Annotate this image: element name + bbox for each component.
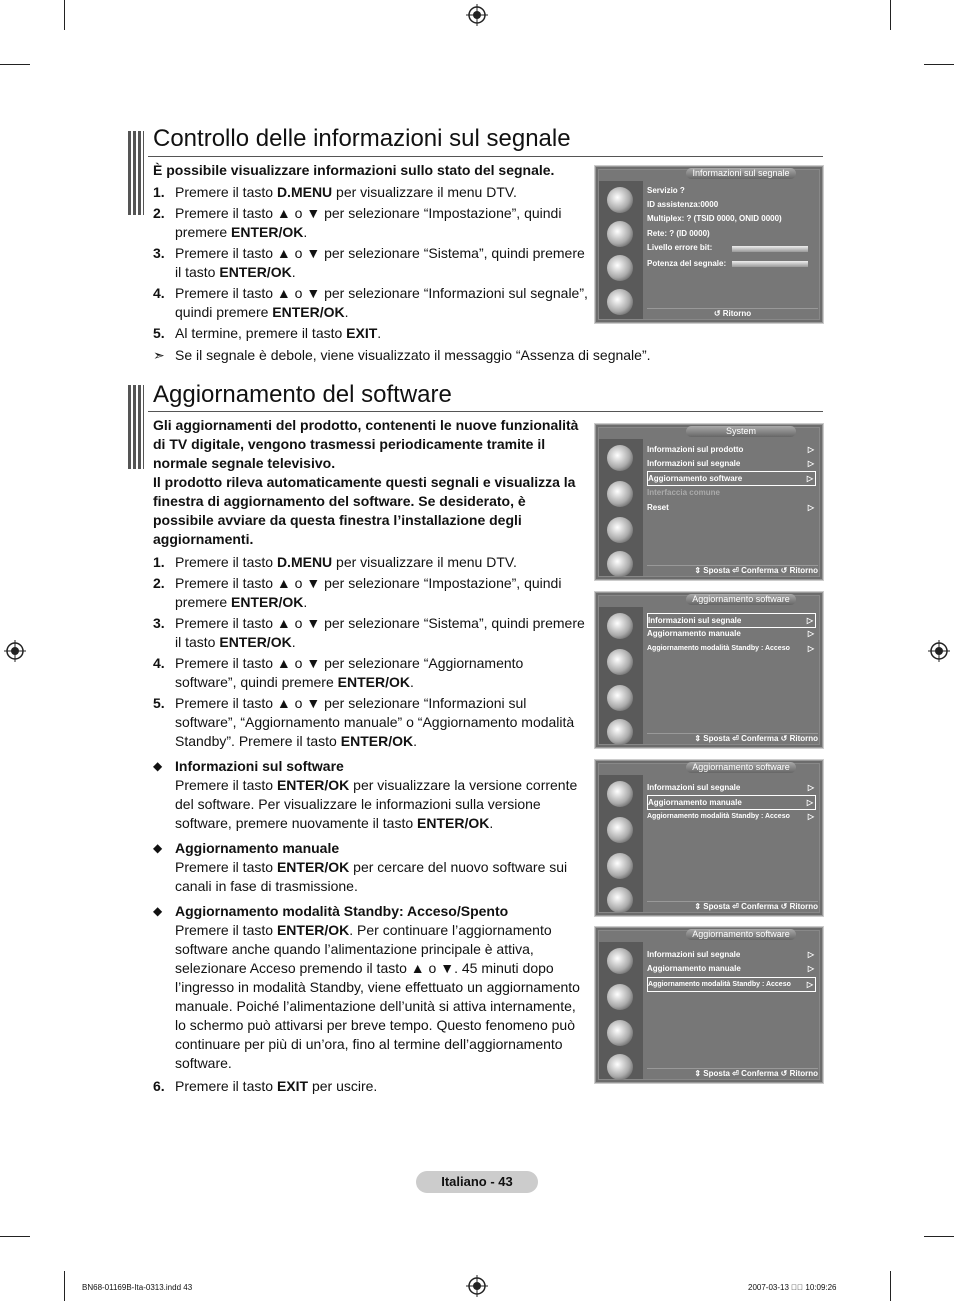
return-label: Ritorno bbox=[722, 309, 752, 318]
section2-bullets bbox=[153, 757, 588, 1073]
step-key: ENTER/OK bbox=[231, 594, 304, 610]
bullet-key: ENTER/OK bbox=[276, 922, 350, 938]
step-number: 4. bbox=[153, 655, 165, 671]
step-key: EXIT bbox=[276, 1078, 309, 1094]
registration-mark-icon bbox=[466, 4, 488, 26]
error-level-bar bbox=[732, 246, 808, 252]
step-number: 1. bbox=[153, 554, 165, 570]
arrow-right-icon: ▷ bbox=[806, 474, 813, 483]
step-number: 6. bbox=[153, 1078, 165, 1094]
setup-menu-icon bbox=[607, 255, 633, 281]
step-text: Premere il tasto bbox=[175, 184, 277, 200]
section2-body bbox=[153, 416, 588, 1098]
step-text: . bbox=[409, 674, 414, 690]
print-date: 2007-03-13 ￿￿ 10:09:26 bbox=[748, 1283, 837, 1292]
step-key: ENTER/OK bbox=[337, 674, 410, 690]
input-menu-icon bbox=[607, 551, 633, 577]
sound-menu-icon bbox=[607, 984, 633, 1010]
picture-menu-icon bbox=[607, 445, 633, 471]
step-number: 1. bbox=[153, 184, 165, 200]
note-text: Se il segnale è debole, viene visualizzato il messaggio “Assenza di segnale”. bbox=[175, 347, 651, 363]
crop-mark bbox=[890, 1271, 891, 1301]
arrow-right-icon: ▷ bbox=[807, 812, 814, 821]
step-key: ENTER/OK bbox=[231, 224, 304, 240]
bullet-text: Premere il tasto bbox=[175, 777, 277, 793]
osd-software-update bbox=[595, 927, 823, 1083]
bullet-text: . Per continuare l’aggiornamento software anche quando l’alimentazione principale è attiva, selezionare Acceso premendo il tasto ▲ o ▼. 45 minuti dopo l’ingresso in modalità Standby, viene effettuato un aggiornamento manuale. Poiché l’alimentazione dell’unità si attiva internamente, lo schermo può attivarsi per breve tempo. Questo fenomeno può continuare per più di un’ora, fino al termine dell’aggiornamento software. bbox=[175, 922, 580, 1071]
step-item bbox=[153, 1077, 588, 1096]
section1-steps bbox=[153, 183, 593, 343]
step-text: per visualizzare il menu DTV. bbox=[332, 554, 517, 570]
step-key: ENTER/OK bbox=[272, 304, 345, 320]
bullet-item bbox=[153, 757, 588, 833]
section1-body bbox=[153, 161, 593, 345]
step-text: . bbox=[291, 634, 296, 650]
arrow-right-icon: ▷ bbox=[807, 445, 814, 454]
section-rule bbox=[148, 156, 823, 157]
crop-mark bbox=[64, 0, 65, 30]
bullet-heading: Aggiornamento manuale bbox=[175, 840, 340, 856]
step-item bbox=[153, 244, 593, 282]
step-number: 5. bbox=[153, 695, 165, 711]
step-text: per visualizzare il menu DTV. bbox=[332, 184, 517, 200]
step-number: 3. bbox=[153, 245, 165, 261]
bullet-heading: Aggiornamento modalità Standby: Acceso/Spento bbox=[175, 903, 509, 919]
step-text: per uscire. bbox=[308, 1078, 378, 1094]
setup-menu-icon bbox=[607, 1020, 633, 1046]
page-number: Italiano - 43 bbox=[416, 1171, 538, 1193]
step-text: . bbox=[291, 264, 296, 280]
arrow-right-icon: ▷ bbox=[807, 629, 814, 638]
step-item bbox=[153, 553, 588, 572]
osd-signal-info bbox=[595, 166, 823, 323]
osd-line: Potenza del segnale: bbox=[647, 259, 727, 268]
osd-menu-item[interactable]: Aggiornamento modalità Standby : Acceso ▷ bbox=[647, 644, 814, 653]
sound-menu-icon bbox=[607, 481, 633, 507]
step-key: D.MENU bbox=[276, 554, 333, 570]
registration-mark-icon bbox=[928, 640, 950, 662]
step-text: Premere il tasto bbox=[175, 1078, 277, 1094]
step-item bbox=[153, 654, 588, 692]
step-item bbox=[153, 574, 588, 612]
step-text: Premere il tasto ▲ o ▼ per selezionare “Sistema”, quindi premere il tasto bbox=[175, 245, 585, 280]
osd-software-update bbox=[595, 760, 823, 916]
picture-menu-icon bbox=[607, 781, 633, 807]
bullet-item bbox=[153, 839, 588, 896]
section-rule bbox=[148, 411, 823, 412]
step-item bbox=[153, 183, 593, 202]
arrow-right-icon: ▷ bbox=[806, 980, 813, 989]
section1-title: Controllo delle informazioni sul segnale bbox=[153, 125, 571, 152]
input-menu-icon bbox=[607, 719, 633, 745]
osd-footer: ⇕ Sposta ⏎ Conferma ↺ Ritorno bbox=[647, 733, 818, 744]
step-text: Al termine, premere il tasto bbox=[175, 325, 347, 341]
step-key: ENTER/OK bbox=[219, 634, 292, 650]
osd-system bbox=[595, 424, 823, 580]
step-item bbox=[153, 614, 588, 652]
osd-title: Aggiornamento software bbox=[686, 929, 796, 940]
step-text: Premere il tasto ▲ o ▼ per selezionare “Informazioni sul segnale”, quindi premere bbox=[175, 285, 588, 320]
osd-menu-item[interactable]: Reset ▷ bbox=[647, 503, 814, 512]
bullet-key: ENTER/OK bbox=[276, 777, 350, 793]
arrow-right-icon: ▷ bbox=[806, 616, 813, 625]
section2-intro1: Gli aggiornamenti del prodotto, contenenti le nuove funzionalità di TV digitale, vengono trasmessi periodicamente tramite il normale segnale televisivo. bbox=[153, 417, 579, 471]
sound-menu-icon bbox=[607, 817, 633, 843]
arrow-right-icon: ▷ bbox=[807, 644, 814, 653]
step-key: EXIT bbox=[346, 325, 378, 341]
step-text: Premere il tasto ▲ o ▼ per selezionare “Impostazione”, quindi premere bbox=[175, 205, 562, 240]
step-text: . bbox=[303, 224, 308, 240]
step-item bbox=[153, 204, 593, 242]
bullet-heading: Informazioni sul software bbox=[175, 758, 344, 774]
step-item bbox=[153, 284, 593, 322]
step-number: 3. bbox=[153, 615, 165, 631]
crop-mark bbox=[64, 1271, 65, 1301]
osd-line: Rete: ? (ID 0000) bbox=[647, 229, 710, 238]
osd-sidebar bbox=[599, 181, 643, 319]
step-text: . bbox=[377, 325, 382, 341]
registration-mark-icon bbox=[4, 640, 26, 662]
osd-menu-item[interactable]: Aggiornamento manuale ▷ bbox=[647, 629, 814, 638]
file-name: BN68-01169B-Ita-0313.indd 43 bbox=[82, 1283, 193, 1292]
osd-menu-item[interactable]: Informazioni sul segnale ▷ bbox=[647, 950, 814, 959]
osd-menu-item-selected[interactable]: Aggiornamento modalità Standby : Acceso ▷ bbox=[647, 977, 816, 992]
osd-title: Aggiornamento software bbox=[686, 762, 796, 773]
osd-title: System bbox=[686, 426, 796, 437]
osd-title: Aggiornamento software bbox=[686, 594, 796, 605]
arrow-right-icon: ▷ bbox=[807, 459, 814, 468]
step-text: Premere il tasto bbox=[175, 554, 277, 570]
arrow-right-icon: ▷ bbox=[807, 964, 814, 973]
osd-menu-item[interactable]: Informazioni sul segnale ▷ bbox=[647, 783, 814, 792]
osd-menu-item[interactable]: Aggiornamento manuale ▷ bbox=[647, 964, 814, 973]
step-text: . bbox=[344, 304, 349, 320]
arrow-right-icon: ▷ bbox=[807, 950, 814, 959]
section1-note bbox=[153, 346, 651, 365]
osd-menu-item-disabled: Interfaccia comune bbox=[647, 488, 720, 497]
input-menu-icon bbox=[607, 1054, 633, 1080]
osd-menu-item-selected[interactable]: Aggiornamento software ▷ bbox=[647, 471, 816, 486]
sound-menu-icon bbox=[607, 649, 633, 675]
osd-menu-item[interactable]: Informazioni sul segnale ▷ bbox=[647, 459, 814, 468]
section1-intro: È possibile visualizzare informazioni sullo stato del segnale. bbox=[153, 162, 555, 178]
osd-footer: ⇕ Sposta ⏎ Conferma ↺ Ritorno bbox=[647, 901, 818, 912]
arrow-right-icon: ▷ bbox=[807, 783, 814, 792]
sound-menu-icon bbox=[607, 221, 633, 247]
bullet-text: . bbox=[489, 815, 494, 831]
osd-menu-item[interactable]: Aggiornamento modalità Standby : Acceso ▷ bbox=[647, 812, 814, 821]
setup-menu-icon bbox=[607, 853, 633, 879]
section2-intro2: Il prodotto rileva automaticamente questi segnali e visualizza la finestra di aggiornamento del software. Se desiderato, è possibile avviare da questa finestra l’installazione degli aggiornamenti. bbox=[153, 474, 576, 547]
bullet-text: per cercare del nuovo software sui canali in fase di trasmissione. bbox=[175, 859, 568, 894]
bullet-text: Premere il tasto bbox=[175, 859, 277, 875]
osd-title: Informazioni sul segnale bbox=[686, 168, 796, 179]
step-key: D.MENU bbox=[276, 184, 333, 200]
signal-strength-bar bbox=[732, 261, 808, 267]
section-bar bbox=[128, 131, 144, 215]
registration-mark-icon bbox=[466, 1275, 488, 1297]
input-menu-icon bbox=[607, 887, 633, 913]
step-text: Premere il tasto ▲ o ▼ per selezionare “Sistema”, quindi premere il tasto bbox=[175, 615, 585, 650]
bullet-key: ENTER/OK bbox=[417, 815, 490, 831]
step-number: 5. bbox=[153, 325, 165, 341]
section2-title: Aggiornamento del software bbox=[153, 381, 452, 408]
osd-line: Multiplex: ? (TSID 0000, ONID 0000) bbox=[647, 214, 782, 223]
osd-menu-item[interactable]: Informazioni sul prodotto ▷ bbox=[647, 445, 814, 454]
picture-menu-icon bbox=[607, 948, 633, 974]
diamond-bullet-icon: ◆ bbox=[153, 759, 163, 773]
diamond-bullet-icon: ◆ bbox=[153, 841, 163, 855]
note-arrow-icon: ➣ bbox=[153, 347, 165, 363]
osd-menu-item-selected[interactable]: Aggiornamento manuale ▷ bbox=[647, 795, 816, 810]
input-menu-icon bbox=[607, 289, 633, 315]
arrow-right-icon: ▷ bbox=[806, 798, 813, 807]
osd-line: Servizio ? bbox=[647, 186, 685, 195]
bullet-text: per visualizzare la versione corrente del software. Per visualizzare le informazioni sulla versione software, premere nuovamente il tasto bbox=[175, 777, 578, 831]
step-key: ENTER/OK bbox=[219, 264, 292, 280]
step-item bbox=[153, 694, 588, 751]
step-text: Premere il tasto ▲ o ▼ per selezionare “Aggiornamento software”, quindi premere bbox=[175, 655, 524, 690]
step-number: 2. bbox=[153, 575, 165, 591]
bullet-key: ENTER/OK bbox=[276, 859, 350, 875]
osd-footer: ⇕ Sposta ⏎ Conferma ↺ Ritorno bbox=[647, 1068, 818, 1079]
section2-step6 bbox=[153, 1077, 588, 1096]
step-text: Premere il tasto ▲ o ▼ per selezionare “Impostazione”, quindi premere bbox=[175, 575, 562, 610]
setup-menu-icon bbox=[607, 685, 633, 711]
bullet-item bbox=[153, 902, 588, 1073]
step-key: ENTER/OK bbox=[340, 733, 414, 749]
step-text: . bbox=[303, 594, 308, 610]
osd-footer: ⇕ Sposta ⏎ Conferma ↺ Ritorno bbox=[647, 565, 818, 576]
picture-menu-icon bbox=[607, 187, 633, 213]
section-bar bbox=[128, 385, 144, 469]
crop-mark bbox=[924, 1236, 954, 1237]
step-text: . bbox=[413, 733, 417, 749]
picture-menu-icon bbox=[607, 613, 633, 639]
step-number: 4. bbox=[153, 285, 165, 301]
osd-software-update bbox=[595, 592, 823, 748]
crop-mark bbox=[0, 64, 30, 65]
arrow-right-icon: ▷ bbox=[807, 503, 814, 512]
step-text: Premere il tasto ▲ o ▼ per selezionare “Informazioni sul software”, “Aggiornamento manuale” o “Aggiornamento modalità Standby”. Premere il tasto bbox=[175, 695, 575, 749]
osd-line: ID assistenza:0000 bbox=[647, 200, 719, 209]
section2-steps bbox=[153, 553, 588, 751]
osd-footer: ↺ Ritorno bbox=[647, 308, 818, 319]
step-item bbox=[153, 324, 593, 343]
crop-mark bbox=[890, 0, 891, 30]
diamond-bullet-icon: ◆ bbox=[153, 904, 163, 918]
osd-menu-item-selected[interactable]: Informazioni sul segnale ▷ bbox=[647, 613, 816, 628]
step-number: 2. bbox=[153, 205, 165, 221]
crop-mark bbox=[0, 1236, 30, 1237]
osd-line: Livello errore bit: bbox=[647, 243, 713, 252]
crop-mark bbox=[924, 64, 954, 65]
bullet-text: Premere il tasto bbox=[175, 922, 277, 938]
setup-menu-icon bbox=[607, 517, 633, 543]
